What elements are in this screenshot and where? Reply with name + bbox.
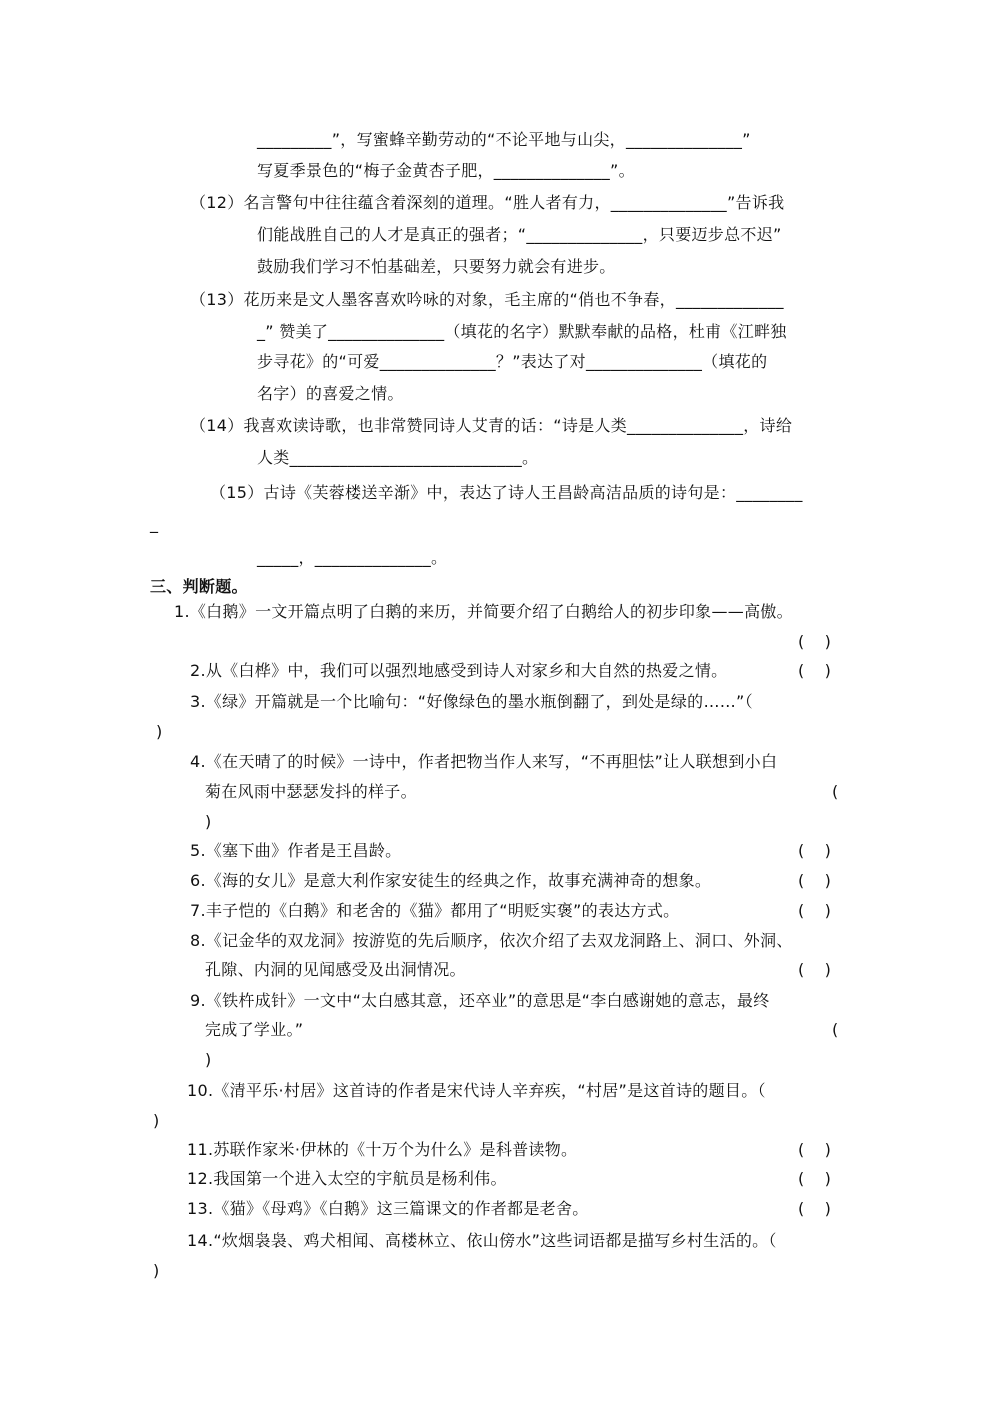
open-paren-9[interactable]: ( xyxy=(832,1020,839,1039)
q12-line-1: （12）名言警句中往往蕴含着深刻的道理。“胜人者有力，______________”告诉我 xyxy=(190,193,785,212)
judge-item-4: 4.《在天晴了的时候》一诗中，作者把物当作人来写，“不再胆怯”让人联想到小白 xyxy=(190,752,778,771)
answer-paren-12[interactable]: ( ) xyxy=(798,1169,831,1188)
answer-paren-1[interactable]: ( ) xyxy=(798,632,831,651)
q15-line-3: _____，______________。 xyxy=(257,548,448,567)
q12-line-3: 鼓励我们学习不怕基础差，只要努力就会有进步。 xyxy=(257,257,616,276)
judge-item-5: 5.《塞下曲》作者是王昌龄。 xyxy=(190,841,402,860)
answer-paren-13[interactable]: ( ) xyxy=(798,1199,831,1218)
judge-item-9-cont: 完成了学业。” xyxy=(205,1020,304,1039)
judge-item-8-cont: 孔隙、内洞的见闻感受及出洞情况。 xyxy=(205,960,466,979)
judge-item-6: 6.《海的女儿》是意大利作家安徒生的经典之作，故事充满神奇的想象。 xyxy=(190,871,712,890)
open-paren-4[interactable]: ( xyxy=(832,782,839,801)
q14-line-1: （14）我喜欢读诗歌，也非常赞同诗人艾青的话：“诗是人类______________，诗给 xyxy=(190,416,793,435)
judge-item-9: 9.《铁杵成针》一文中“太白感其意，还卒业”的意思是“李白感谢她的意志，最终 xyxy=(190,991,770,1010)
judge-item-12: 12.我国第一个进入太空的宇航员是杨利伟。 xyxy=(187,1169,507,1188)
judge-item-8: 8.《记金华的双龙洞》按游览的先后顺序，依次介绍了去双龙洞路上、洞口、外洞、 xyxy=(190,931,793,950)
section-3-title: 三、判断题。 xyxy=(150,577,248,596)
q13-line-3: 步寻花》的“可爱______________？”表达了对______________（填花的 xyxy=(257,352,768,371)
judge-item-4-cont: 菊在风雨中瑟瑟发抖的样子。 xyxy=(205,782,417,801)
judge-item-13: 13.《猫》《母鸡》《白鹅》这三篇课文的作者都是老舍。 xyxy=(187,1199,589,1218)
close-paren-3[interactable]: ) xyxy=(156,722,163,741)
q13-line-2: _” 赞美了______________（填花的名字）默默奉献的品格，杜甫《江畔独 xyxy=(257,322,787,341)
judge-item-14: 14.“炊烟袅袅、鸡犬相闻、高楼林立、依山傍水”这些词语都是描写乡村生活的。（ xyxy=(187,1231,777,1250)
answer-paren-5[interactable]: ( ) xyxy=(798,841,831,860)
judge-item-3: 3.《绿》开篇就是一个比喻句：“好像绿色的墨水瓶倒翻了，到处是绿的……”（ xyxy=(190,692,753,711)
q11-line-1: _________”，写蜜蜂辛勤劳动的“不论平地与山尖，______________” xyxy=(257,130,751,149)
judge-item-7: 7.丰子恺的《白鹅》和老舍的《猫》都用了“明贬实褒”的表达方式。 xyxy=(190,901,680,920)
close-paren-14[interactable]: ) xyxy=(153,1261,160,1280)
answer-paren-2[interactable]: ( ) xyxy=(798,661,831,680)
q14-line-2: 人类____________________________。 xyxy=(257,448,539,467)
q12-line-2: 们能战胜自己的人才是真正的强者；“______________，只要迈步总不迟” xyxy=(257,225,782,244)
q11-line-2: 写夏季景色的“梅子金黄杏子肥，______________”。 xyxy=(257,161,635,180)
close-paren-9[interactable]: ) xyxy=(205,1050,212,1069)
judge-item-11: 11.苏联作家米·伊林的《十万个为什么》是科普读物。 xyxy=(187,1140,578,1159)
close-paren-10[interactable]: ) xyxy=(153,1111,160,1130)
answer-paren-8[interactable]: ( ) xyxy=(798,960,831,979)
q13-line-1: （13）花历来是文人墨客喜欢吟咏的对象，毛主席的“俏也不争春，_____________ xyxy=(190,290,784,309)
answer-paren-6[interactable]: ( ) xyxy=(798,871,831,890)
q15-line-2: _ xyxy=(150,514,159,533)
judge-item-1: 1.《白鹅》一文开篇点明了白鹅的来历，并简要介绍了白鹅给人的初步印象——高傲。 xyxy=(174,602,793,621)
q13-line-4: 名字）的喜爱之情。 xyxy=(257,384,404,403)
judge-item-10: 10.《清平乐·村居》这首诗的作者是宋代诗人辛弃疾，“村居”是这首诗的题目。（ xyxy=(187,1081,766,1100)
judge-item-2: 2.从《白桦》中，我们可以强烈地感受到诗人对家乡和大自然的热爱之情。 xyxy=(190,661,728,680)
answer-paren-11[interactable]: ( ) xyxy=(798,1140,831,1159)
close-paren-4[interactable]: ) xyxy=(205,812,212,831)
q15-line-1: （15）古诗《芙蓉楼送辛渐》中，表达了诗人王昌龄高洁品质的诗句是：________ xyxy=(210,483,803,502)
answer-paren-7[interactable]: ( ) xyxy=(798,901,831,920)
